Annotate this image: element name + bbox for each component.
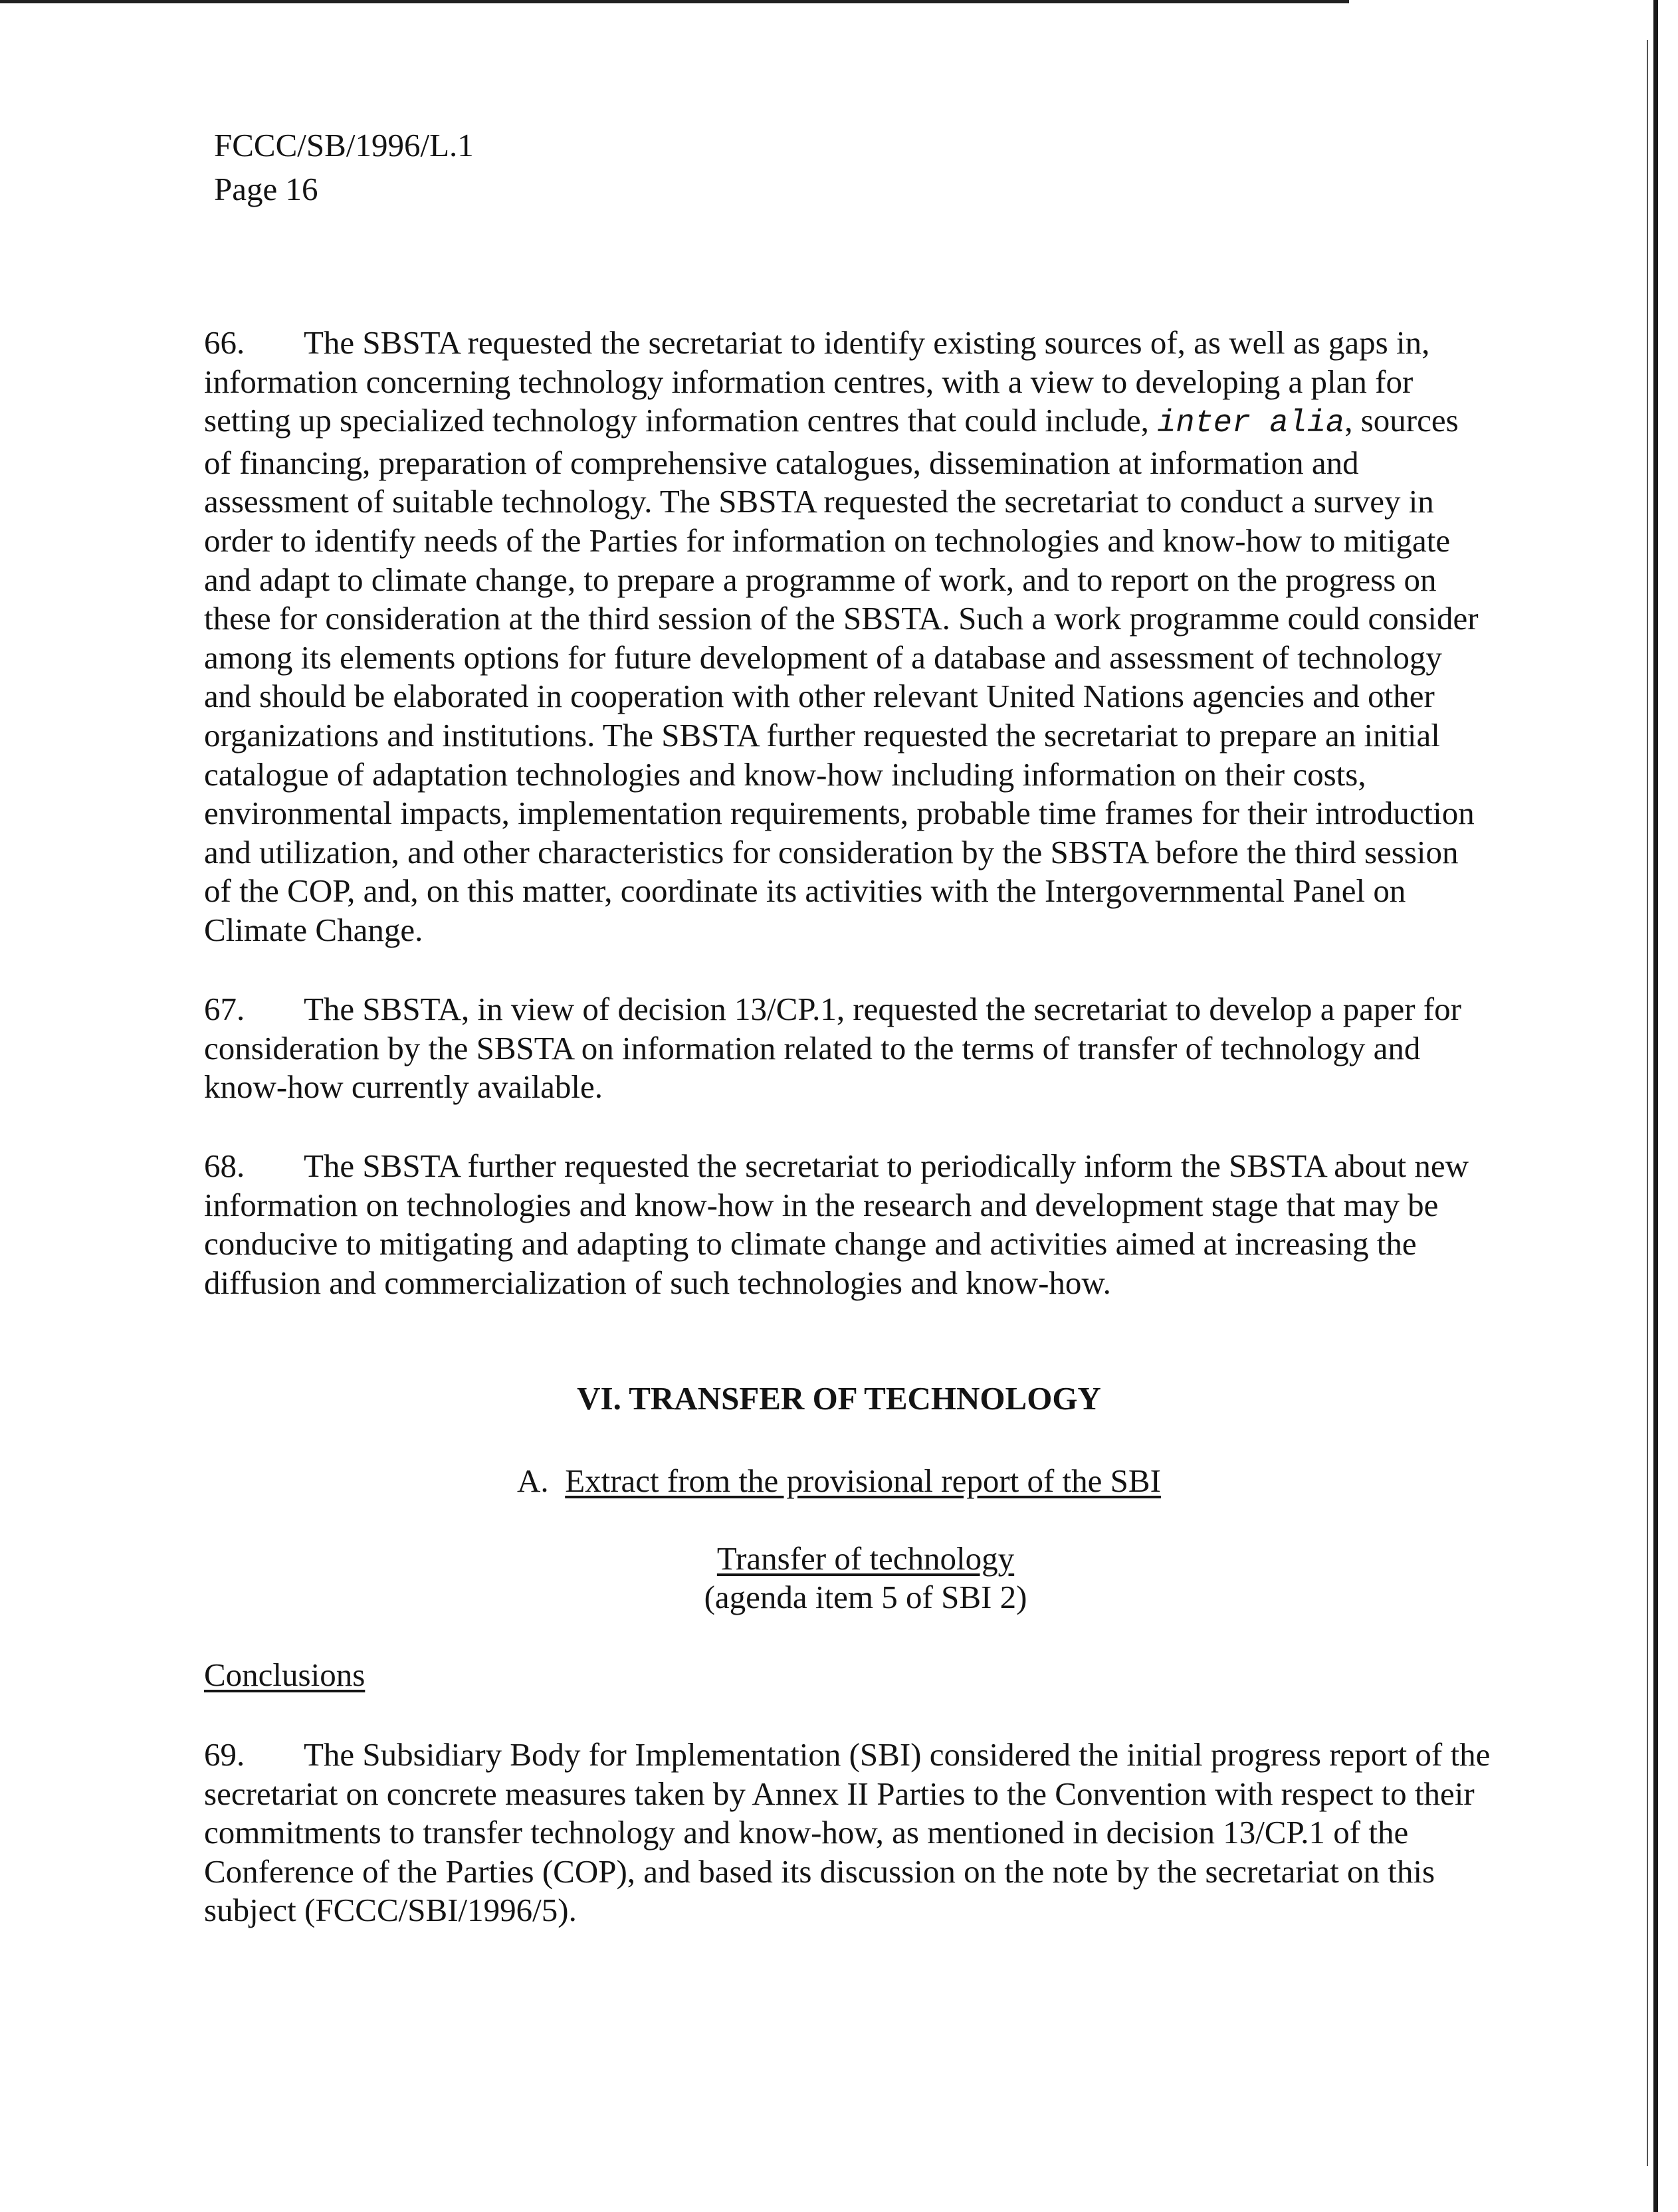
section-title: VI. TRANSFER OF TECHNOLOGY: [577, 1380, 1101, 1417]
paragraph-66: [204, 324, 1493, 950]
item-title: Transfer of technology: [716, 1540, 1015, 1577]
paragraph-italic-term: inter alia: [1157, 406, 1345, 442]
subsection-letter: A.: [517, 1462, 549, 1499]
paragraph-text: The SBSTA further requested the secretariat to periodically inform the SBSTA about new information on technologies and know-how in the research and development stage that may be conducive to mitigating and adapting to climate change and activities aimed at increasing the diffusion and commercialization of such technologies and know-how.: [204, 1148, 1469, 1301]
subsection-heading: [0, 1462, 1678, 1500]
paragraph-text: The SBSTA requested the secretariat to identify existing sources of, as well as gaps in, information concerning technology information centres, with a view to developing a plan for setting up specialized technology information centres that could include,: [204, 324, 1430, 439]
paragraph-text: The SBSTA, in view of decision 13/CP.1, requested the secretariat to develop a paper for consideration by the SBSTA on information related to the terms of transfer of technology and know-how currently available.: [204, 991, 1461, 1106]
subsection-title: Extract from the provisional report of the SBI: [565, 1462, 1161, 1499]
paragraph-69: [204, 1736, 1493, 1930]
page-header: [214, 124, 474, 211]
conclusions-heading: Conclusions: [204, 1657, 366, 1693]
paragraph-number: 68.: [204, 1148, 245, 1184]
paragraph-number: 69.: [204, 1736, 245, 1773]
paragraph-67: [204, 990, 1493, 1107]
paragraph-text-continued: , sources of financing, preparation of comprehensive catalogues, dissemination at information and assessment of suitable technology. The SBSTA requested the secretariat to conduct a survey in order to identify needs of the Parties for information on technologies and know-how to mitigate and adapt to climate change, to prepare a programme of work, and to report on the progress on these for consideration at the third session of the SBSTA. Such a work programme could consider among its elements options for future development of a database and assessment of technology and should be elaborated in cooperation with other relevant United Nations agencies and other organizations and institutions. The SBSTA further requested the secretariat to prepare an initial catalogue of adaptation technologies and know-how including information on their costs, environmental impacts, implementation requirements, probable time frames for their introduction and utilization, and other characteristics for consideration by the SBSTA before the third session of the COP, and, on this matter, coordinate its activities with the Intergovernmental Panel on Climate Change.: [204, 402, 1479, 948]
paragraph-number: 67.: [204, 991, 245, 1027]
paragraph-68: [204, 1147, 1493, 1302]
document-symbol: FCCC/SB/1996/L.1: [214, 127, 474, 163]
paragraph-number: 66.: [204, 324, 245, 361]
paragraph-text: The Subsidiary Body for Implementation (SBI) considered the initial progress report of the secretariat on concrete measures taken by Annex II Parties to the Convention with respect to their commitments to transfer technology and know-how, as mentioned in decision 13/CP.1 of the Conference of the Parties (COP), and based its discussion on the note by the secretariat on this subject (FCCC/SBI/1996/5).: [204, 1736, 1491, 1929]
page-number: Page 16: [214, 171, 318, 207]
item-agenda: (agenda item 5 of SBI 2): [704, 1579, 1027, 1615]
